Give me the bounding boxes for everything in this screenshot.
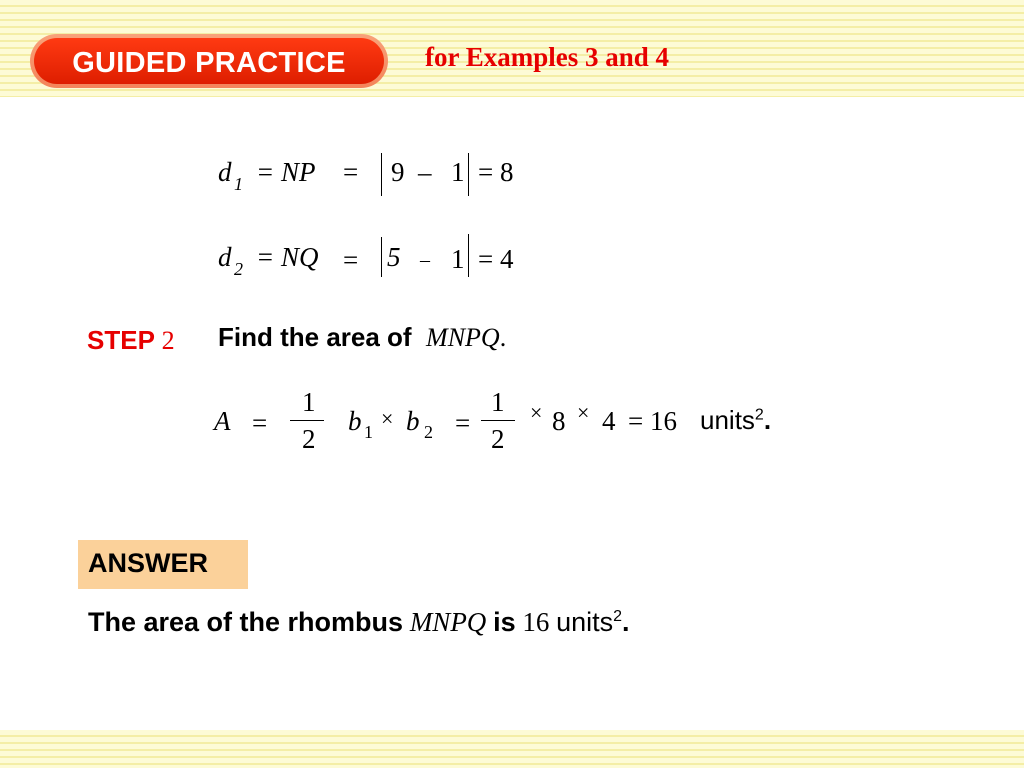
d2-a: 5 — [387, 242, 401, 272]
area-units: units$^2$. — [700, 405, 772, 435]
d2-result: = 4 — [478, 244, 514, 274]
area-val1: 8 — [552, 406, 566, 436]
frac2-denominator: 2 — [491, 424, 505, 454]
answer-figure: MNPQ — [409, 607, 487, 637]
step-figure: MNPQ — [426, 323, 500, 352]
abs-bar-right — [468, 153, 469, 196]
step-period: . — [499, 323, 507, 352]
area-val2: 4 — [602, 406, 616, 436]
b2-sub: 2 — [424, 422, 433, 442]
d2-rhs: = NQ — [256, 242, 319, 272]
subtitle: for Examples 3 and 4 — [425, 42, 670, 72]
area-result: = 16 — [628, 406, 677, 436]
footer-band — [0, 730, 1024, 768]
area-eq2: = — [455, 408, 471, 438]
guided-practice-badge — [30, 34, 388, 88]
d2-var: d — [218, 242, 232, 272]
step-label: STEP 2 — [87, 325, 175, 355]
answer-sentence: The area of the rhombus MNPQ is 16 units$^2$. — [88, 607, 630, 637]
frac2-numerator: 1 — [491, 387, 505, 417]
d1-rhs: = NP — [256, 157, 316, 187]
step-number: 2 — [161, 326, 175, 355]
b2-var: b — [406, 406, 420, 436]
area-lhs: A — [214, 406, 231, 436]
times-sign: × — [530, 400, 543, 425]
abs-bar-left — [381, 153, 382, 196]
b1-sub: 1 — [364, 422, 373, 442]
d2-minus: – — [420, 249, 430, 271]
times-sign: × — [381, 406, 394, 431]
d1-sub: 1 — [234, 174, 243, 194]
d1-a: 9 — [391, 157, 405, 187]
times-sign: × — [577, 400, 590, 425]
step-text: Find the area of MNPQ. — [218, 322, 507, 352]
abs-bar-right — [468, 234, 469, 277]
frac-denominator: 2 — [302, 424, 316, 454]
area-eq1: = — [252, 408, 268, 438]
d1-result: = 8 — [478, 157, 514, 187]
d2-b: 1 — [451, 244, 465, 274]
fraction-bar — [481, 420, 515, 421]
fraction-bar — [290, 420, 324, 421]
b1-var: b — [348, 406, 362, 436]
frac-numerator: 1 — [302, 387, 316, 417]
d1-eq: = — [343, 157, 359, 187]
badge-title: GUIDED PRACTICE — [72, 47, 346, 79]
d2-eq: = — [343, 245, 359, 275]
d2-sub: 2 — [234, 259, 243, 279]
abs-bar-left — [381, 237, 382, 277]
answer-label: ANSWER — [88, 548, 208, 578]
d1-var: d — [218, 157, 232, 187]
d1-minus: – — [418, 157, 432, 187]
d1-b: 1 — [451, 157, 465, 187]
answer-value: 16 — [522, 607, 550, 637]
